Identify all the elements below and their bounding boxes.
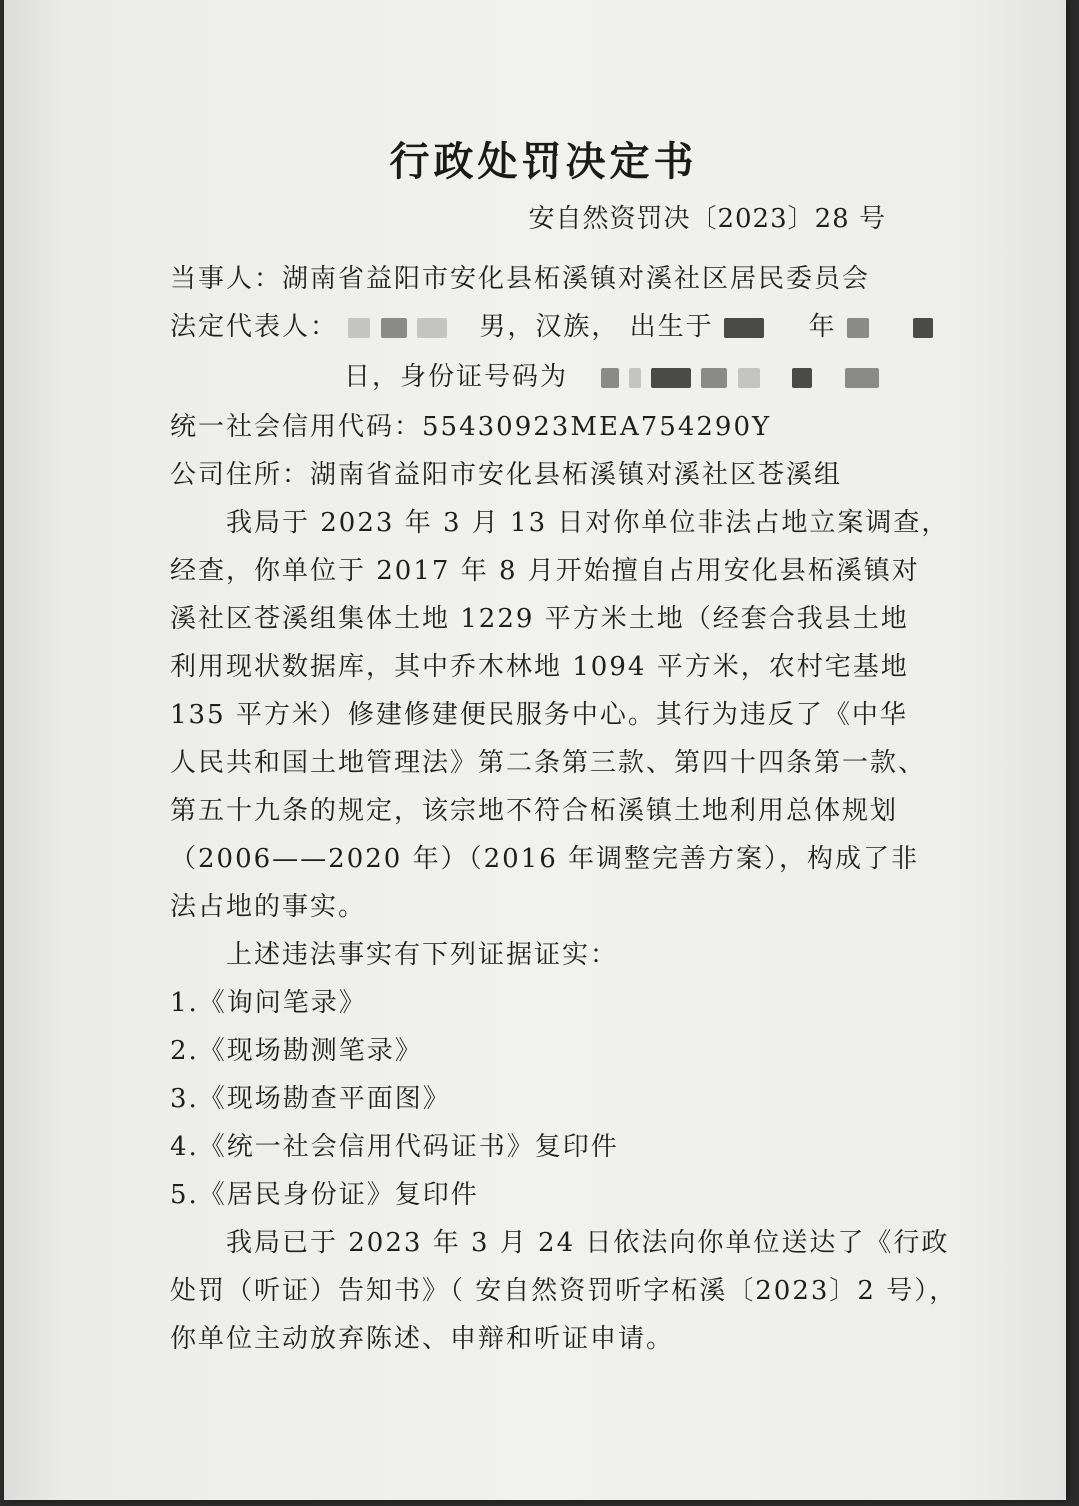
party-label: 当事人： (170, 264, 283, 294)
redacted-name-block (348, 318, 370, 338)
representative-gender-ethnicity: 男，汉族， (479, 312, 620, 342)
document-title: 行政处罚决定书 (389, 138, 698, 185)
body-line: 溪社区苍溪组集体土地 1229 平方米土地（经套合我县土地 (170, 604, 909, 634)
notice-line: 处罚（听证）告知书》（ 安自然资罚听字柘溪〔2023〕2 号）， (170, 1276, 958, 1306)
address-label: 公司住所： (170, 460, 311, 490)
address-line (170, 454, 842, 491)
notice-line: 我局已于 2023 年 3 月 24 日依法向你单位送达了《行政 (226, 1228, 950, 1258)
redacted-birth-month (847, 318, 869, 338)
body-line: （2006——2020 年）（2016 年调整完善方案），构成了非 (170, 844, 920, 874)
document-page (4, 0, 1066, 1500)
representative-id-line (344, 356, 879, 393)
credit-code-line (170, 406, 771, 443)
document-number: 安自然资罚决〔2023〕28 号 (528, 204, 886, 234)
evidence-item: 2.《现场勘测笔录》 (170, 1036, 423, 1066)
redacted-id-block (629, 368, 641, 388)
credit-code-value: 55430923MEA754290Y (422, 412, 772, 442)
redacted-birth-month (913, 318, 933, 338)
redacted-id-block (651, 368, 691, 388)
evidence-item: 4.《统一社会信用代码证书》复印件 (170, 1132, 619, 1162)
address-value: 湖南省益阳市安化县柘溪镇对溪社区苍溪组 (310, 460, 843, 490)
redacted-birth-year (724, 318, 764, 338)
party-value: 湖南省益阳市安化县柘溪镇对溪社区居民委员会 (282, 264, 871, 294)
body-line: 经查，你单位于 2017 年 8 月开始擅自占用安化县柘溪镇对 (170, 556, 920, 586)
party-line (170, 258, 870, 295)
redacted-id-block (601, 368, 619, 388)
body-line: 法占地的事实。 (170, 892, 367, 922)
evidence-item: 5.《居民身份证》复印件 (170, 1180, 479, 1210)
representative-label: 法定代表人： (170, 312, 339, 342)
representative-id-label: 日，身份证号码为 (344, 362, 569, 392)
representative-line (170, 306, 933, 343)
notice-line: 你单位主动放弃陈述、申辩和听证申请。 (170, 1324, 675, 1354)
body-line: 我局于 2023 年 3 月 13 日对你单位非法占地立案调查， (226, 508, 950, 538)
redacted-id-block (738, 368, 760, 388)
redacted-id-block (792, 368, 812, 388)
evidence-item: 1.《询问笔录》 (170, 988, 367, 1018)
credit-code-label: 统一社会信用代码： (170, 412, 423, 442)
redacted-name-block (417, 318, 447, 338)
body-line: 利用现状数据库，其中乔木林地 1094 平方米，农村宅基地 (170, 652, 909, 682)
representative-born-label: 出生于 (629, 312, 714, 342)
redacted-id-block (845, 368, 879, 388)
representative-year-label: 年 (808, 312, 837, 342)
body-line: 135 平方米）修建修建便民服务中心。其行为违反了《中华 (170, 700, 908, 730)
redacted-name-block (381, 318, 407, 338)
redacted-id-block (701, 368, 727, 388)
body-line: 人民共和国土地管理法》第二条第三款、第四十四条第一款、 (170, 748, 927, 778)
evidence-intro: 上述违法事实有下列证据证实： (226, 940, 619, 970)
evidence-item: 3.《现场勘查平面图》 (170, 1084, 451, 1114)
body-line: 第五十九条的规定，该宗地不符合柘溪镇土地利用总体规划 (170, 796, 899, 826)
